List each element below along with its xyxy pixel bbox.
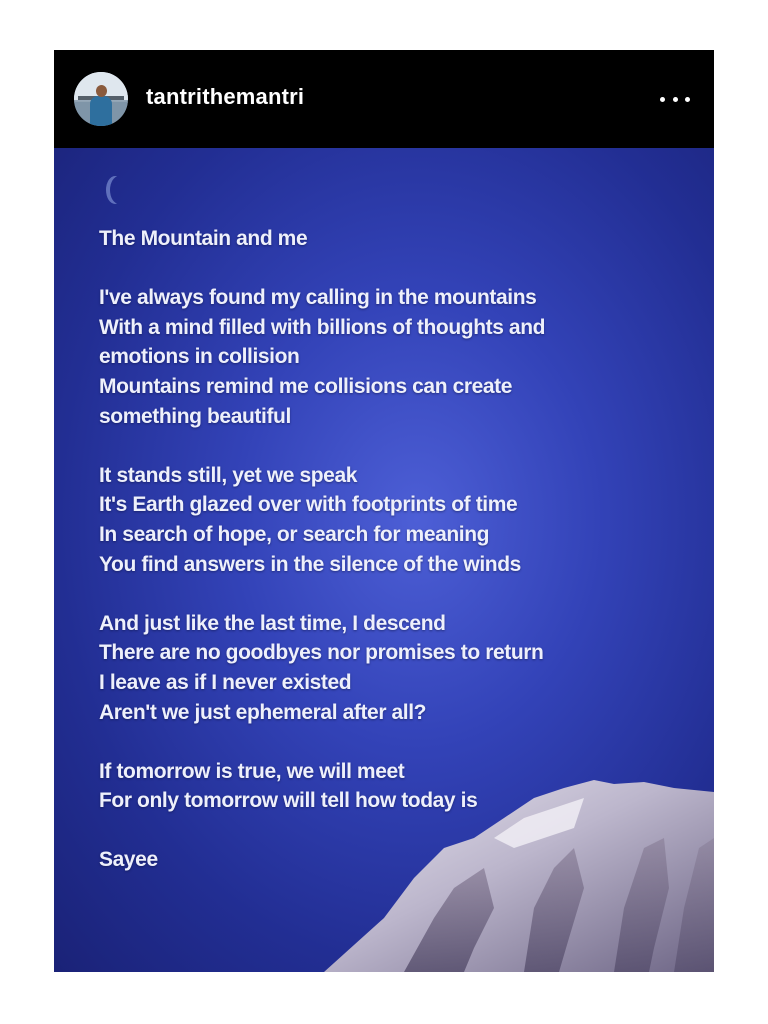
poem-line: And just like the last time, I descend — [99, 611, 446, 635]
poem-line: If tomorrow is true, we will meet — [99, 759, 405, 783]
poem-line: There are no goodbyes nor promises to return — [99, 641, 544, 665]
username[interactable]: tantrithemantri — [146, 84, 305, 109]
poem-line: something beautiful — [99, 404, 291, 428]
poem-line: I leave as if I never existed — [99, 670, 352, 694]
poem-line: In search of hope, or search for meaning — [99, 522, 490, 546]
poem-line: For only tomorrow will tell how today is — [99, 789, 478, 813]
poem-author: Sayee — [99, 848, 158, 872]
poem-line: emotions in collision — [99, 345, 300, 369]
poem-line: You find answers in the silence of the winds — [99, 552, 521, 576]
poem-line: It stands still, yet we speak — [99, 463, 358, 487]
more-horizontal-icon — [660, 97, 665, 102]
poem-line: Mountains remind me collisions can create — [99, 374, 513, 398]
more-options-button[interactable] — [660, 88, 690, 110]
post-image[interactable] — [54, 148, 714, 972]
avatar[interactable] — [74, 72, 128, 126]
poem-line: Aren't we just ephemeral after all? — [99, 700, 427, 724]
instagram-post — [54, 50, 714, 972]
poem-line: With a mind filled with billions of thoughts and — [99, 315, 546, 339]
poem-line: I've always found my calling in the mountains — [99, 286, 537, 310]
poem-title: The Mountain and me — [99, 227, 308, 250]
poem-line: It's Earth glazed over with footprints of time — [99, 493, 518, 517]
poem-text — [99, 224, 679, 875]
post-header — [54, 50, 714, 148]
